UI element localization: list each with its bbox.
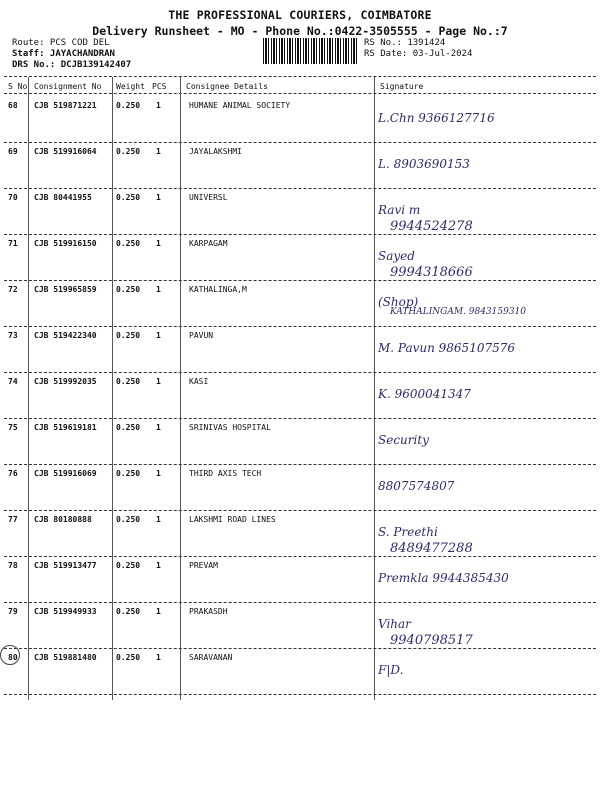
row-weight: 0.250 bbox=[116, 331, 141, 340]
table-row bbox=[0, 97, 600, 143]
row-sno: 74 bbox=[8, 377, 18, 386]
row-weight: 0.250 bbox=[116, 285, 141, 294]
row-consignee: HUMANE ANIMAL SOCIETY bbox=[189, 101, 291, 110]
table-row bbox=[0, 235, 600, 281]
row-consignment-no: CJB 80180888 bbox=[34, 515, 92, 524]
table-row bbox=[0, 511, 600, 557]
row-weight: 0.250 bbox=[116, 377, 141, 386]
row-pcs: 1 bbox=[156, 561, 161, 570]
row-weight: 0.250 bbox=[116, 653, 141, 662]
row-consignment-no: CJB 519881480 bbox=[34, 653, 97, 662]
row-weight: 0.250 bbox=[116, 147, 141, 156]
circle-mark bbox=[0, 645, 20, 665]
col-consignee: Consignee Details bbox=[186, 82, 268, 91]
row-signature-extra: 9940798517 bbox=[390, 633, 473, 648]
row-consignee: PRAKASDH bbox=[189, 607, 228, 616]
header-rule-top bbox=[4, 76, 596, 77]
row-pcs: 1 bbox=[156, 653, 161, 662]
row-signature-extra: 9944524278 bbox=[390, 219, 473, 234]
table-row bbox=[0, 327, 600, 373]
row-consignee: SARAVANAN bbox=[189, 653, 233, 662]
row-weight: 0.250 bbox=[116, 561, 141, 570]
row-consignee: KASI bbox=[189, 377, 209, 386]
row-signature: (Shop) bbox=[378, 295, 419, 309]
row-consignee: PAVUN bbox=[189, 331, 214, 340]
row-sno: 80 bbox=[8, 653, 18, 662]
table-row bbox=[0, 281, 600, 327]
row-consignment-no: CJB 519871221 bbox=[34, 101, 97, 110]
row-pcs: 1 bbox=[156, 607, 161, 616]
rs-date: RS Date: 03-Jul-2024 bbox=[364, 49, 473, 59]
row-signature: F|D. bbox=[378, 663, 404, 677]
row-consignment-no: CJB 80441955 bbox=[34, 193, 92, 202]
table-row bbox=[0, 603, 600, 649]
row-signature: S. Preethi bbox=[378, 525, 438, 539]
col-pcs: PCS bbox=[152, 82, 167, 91]
row-weight: 0.250 bbox=[116, 239, 141, 248]
row-signature: K. 9600041347 bbox=[378, 387, 471, 401]
row-pcs: 1 bbox=[156, 101, 161, 110]
row-consignment-no: CJB 519422340 bbox=[34, 331, 97, 340]
row-pcs: 1 bbox=[156, 469, 161, 478]
row-sno: 77 bbox=[8, 515, 18, 524]
row-sno: 70 bbox=[8, 193, 18, 202]
col-sno: S No bbox=[8, 82, 28, 91]
row-consignee: THIRD AXIS TECH bbox=[189, 469, 262, 478]
table-row bbox=[0, 419, 600, 465]
table-row bbox=[0, 557, 600, 603]
row-pcs: 1 bbox=[156, 239, 161, 248]
row-weight: 0.250 bbox=[116, 101, 141, 110]
row-consignment-no: CJB 519916064 bbox=[34, 147, 97, 156]
row-consignee: PREVAM bbox=[189, 561, 218, 570]
row-consignment-no: CJB 519619181 bbox=[34, 423, 97, 432]
staff-label: Staff: JAYACHANDRAN bbox=[12, 49, 115, 59]
row-signature-extra: KATHALINGAM. 9843159310 bbox=[390, 307, 527, 317]
row-signature-extra: 9994318666 bbox=[390, 265, 473, 280]
row-weight: 0.250 bbox=[116, 423, 141, 432]
barcode-image bbox=[263, 38, 359, 64]
table-row bbox=[0, 189, 600, 235]
row-weight: 0.250 bbox=[116, 469, 141, 478]
row-consignment-no: CJB 519916150 bbox=[34, 239, 97, 248]
row-divider bbox=[4, 694, 596, 695]
row-sno: 69 bbox=[8, 147, 18, 156]
table-row bbox=[0, 649, 600, 695]
col-consignment: Consignment No bbox=[34, 82, 102, 91]
row-sno: 72 bbox=[8, 285, 18, 294]
row-consignment-no: CJB 519916069 bbox=[34, 469, 97, 478]
row-consignee: KATHALINGA,M bbox=[189, 285, 247, 294]
row-sno: 76 bbox=[8, 469, 18, 478]
row-consignee: KARPAGAM bbox=[189, 239, 228, 248]
row-weight: 0.250 bbox=[116, 193, 141, 202]
row-signature-extra: 8489477288 bbox=[390, 541, 473, 556]
row-signature: Ravi m bbox=[378, 203, 421, 217]
row-signature: Security bbox=[378, 433, 429, 447]
row-pcs: 1 bbox=[156, 193, 161, 202]
row-signature: L. 8903690153 bbox=[378, 157, 470, 171]
col-signature: Signature bbox=[380, 82, 424, 91]
row-pcs: 1 bbox=[156, 423, 161, 432]
row-signature: Sayed bbox=[378, 249, 415, 263]
row-consignee: LAKSHMI ROAD LINES bbox=[189, 515, 276, 524]
table-row bbox=[0, 143, 600, 189]
col-weight: Weight bbox=[116, 82, 145, 91]
row-weight: 0.250 bbox=[116, 515, 141, 524]
row-signature: Premkla 9944385430 bbox=[378, 571, 509, 585]
row-signature: Vihar bbox=[378, 617, 411, 631]
runsheet-subtitle: Delivery Runsheet - MO - Phone No.:0422-3505555 - Page No.:7 bbox=[92, 24, 508, 38]
row-signature: L.Chn 9366127716 bbox=[378, 111, 495, 125]
row-consignee: JAYALAKSHMI bbox=[189, 147, 242, 156]
row-pcs: 1 bbox=[156, 377, 161, 386]
header-rule-bottom bbox=[4, 93, 596, 94]
row-pcs: 1 bbox=[156, 147, 161, 156]
row-pcs: 1 bbox=[156, 515, 161, 524]
row-consignment-no: CJB 519949933 bbox=[34, 607, 97, 616]
row-sno: 75 bbox=[8, 423, 18, 432]
row-consignment-no: CJB 519913477 bbox=[34, 561, 97, 570]
rs-number: RS No.: 1391424 bbox=[364, 38, 446, 48]
row-sno: 79 bbox=[8, 607, 18, 616]
company-title: THE PROFESSIONAL COURIERS, COIMBATORE bbox=[168, 8, 432, 22]
row-consignee: SRINIVAS HOSPITAL bbox=[189, 423, 271, 432]
row-consignee: UNIVERSL bbox=[189, 193, 228, 202]
row-sno: 73 bbox=[8, 331, 18, 340]
row-weight: 0.250 bbox=[116, 607, 141, 616]
row-signature: M. Pavun 9865107576 bbox=[378, 341, 516, 355]
row-sno: 71 bbox=[8, 239, 18, 248]
row-signature: 8807574807 bbox=[378, 479, 455, 493]
table-row bbox=[0, 465, 600, 511]
row-sno: 78 bbox=[8, 561, 18, 570]
row-sno: 68 bbox=[8, 101, 18, 110]
row-pcs: 1 bbox=[156, 285, 161, 294]
drs-number: DRS No.: DCJB139142407 bbox=[12, 60, 132, 70]
table-row bbox=[0, 373, 600, 419]
route-label: Route: PCS COD DEL bbox=[12, 38, 110, 48]
row-pcs: 1 bbox=[156, 331, 161, 340]
row-consignment-no: CJB 519992035 bbox=[34, 377, 97, 386]
row-consignment-no: CJB 519965859 bbox=[34, 285, 97, 294]
